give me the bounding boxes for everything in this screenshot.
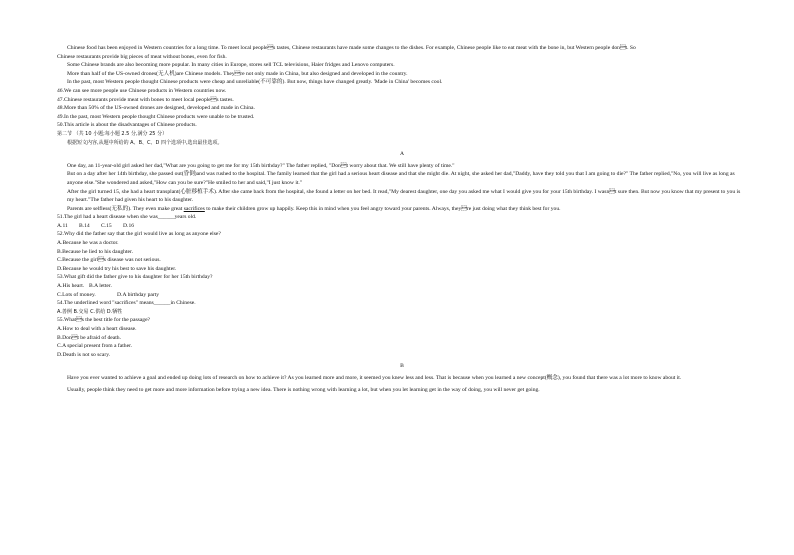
question-53-option-c[interactable]: C.Lots of money. [57, 291, 96, 298]
passage-a-paragraph-3: After the girl turned 15, she had a heart transplant(心脏移植手术). After she came back from the hospital, she found a letter on her bed. It read,"My dearest daughter, one day you asked me what I would give you for your 15th birthday. I wasnt sure then. But now you know that my present to you is my heart."The father had given his heart to his daughter. [67, 188, 741, 204]
statement-48: 48.More than 50% of the US-owned drones are designed, developed and made in China. [57, 105, 255, 112]
statement-46: 46.We can see more people use Chinese products in Western countries now. [57, 87, 227, 94]
question-52-option-b[interactable]: B.Because he lied to his daughter. [57, 248, 133, 255]
question-53-option-d[interactable]: D.A birthday party [117, 291, 160, 298]
passage-a-label: A [399, 151, 405, 158]
section-instruction: 根据短文内容,从题中所给的 A、B、C、D 四个选项中,选出最佳选项。 [67, 139, 223, 146]
passage1-paragraph-1-line-2: Chinese restaurants provide big pieces of meat without bones, even for fish. [57, 53, 227, 60]
question-51-stem: 51.The girl had a heart disease when she was______years old. [57, 214, 197, 221]
question-53-options-row-2 [57, 291, 747, 300]
question-52-option-a[interactable]: A.Because he was a doctor. [57, 240, 119, 247]
question-55-option-d[interactable]: D.Death is not so scary. [57, 351, 111, 358]
question-52-option-c[interactable]: C.Because the girls disease was not serious. [57, 257, 161, 264]
question-53-option-a[interactable]: A.His heart. [57, 283, 85, 290]
statement-49: 49.In the past, most Western people thought Chinese products were unable to be trusted. [57, 113, 255, 120]
question-51-option-b[interactable]: B.14 [79, 222, 90, 229]
section-header: 第二节 （共 10 小题;每小题 2.5 分,满分 25 分） [57, 130, 168, 137]
question-51-option-a[interactable]: A.11 [57, 222, 68, 229]
question-55-stem: 55.Whats the best title for the passage? [57, 317, 151, 324]
passage1-paragraph-2: Some Chinese brands are also becoming more popular. In many cities in Europe, stores sell TCL televisions, Haier fridges and Lenovo computers. [67, 62, 395, 69]
passage-b-paragraph-2: Usually, people think they need to get more and more information before trying a new idea. There is nothing wrong with learning a lot, but when you let learning get in the way of doing, you will never get going. [67, 386, 540, 393]
question-54-options[interactable]: A.善例 B.交易 C.供给 D.牺牲 [57, 308, 123, 315]
question-51-option-c[interactable]: C.15 [101, 222, 112, 229]
question-52-option-d[interactable]: D.Because he would try his best to save his daughter. [57, 265, 177, 272]
passage1-paragraph-4: In the past, most Western people thought Chinese products were cheap and unreliable(不可靠的). But now, things have changed greatly. 'Made in China' becomes cool. [67, 79, 443, 86]
question-55-option-b[interactable]: B.Dont be afraid of death. [57, 334, 121, 341]
question-54-stem: 54.The underlined word "sacrifices" means______in Chinese. [57, 300, 196, 307]
passage1-paragraph-1-line-1: Chinese food has been enjoyed in Western countries for a long time. To meet local peoples tastes, Chinese restaurants have made some changes to the dishes. For example, Chinese people like to eat meat with the bone in, but Western people dont. So [67, 45, 636, 51]
document-content [57, 44, 747, 394]
passage-b-paragraph-1: Have you ever wanted to achieve a goal and ended up doing lots of research on how to achieve it? As you learned more and more, it seemed you knew less and less. That is because when you learned a new concept(概念), you found that there was a lot more to know about it. [67, 374, 682, 381]
question-51-option-d[interactable]: D.16 [123, 222, 135, 229]
passage-a-paragraph-2: But on a day after her 14th birthday, she passed out(昏倒)and was rushed to the hospital. The family learned that the girl had a serious heart disease and that she might die. At night, she asked her dad,"Daddy, have they told you that I am going to die?" The father replied,"No, you will live as long as anyone else."She wondered and asked,"How can you be sure?"He smiled to her and said,"I just know it." [67, 171, 735, 186]
paragraph-4-text-before: Parents are selfless(无私的). They even make great [67, 205, 184, 212]
question-53-stem: 53.What gift did the father give to his daughter for her 15th birthday? [57, 274, 213, 281]
question-55-option-c[interactable]: C.A special present from a father. [57, 343, 133, 350]
passage-b-label: B [400, 363, 404, 370]
question-53-options-row-1 [57, 282, 747, 291]
paragraph-4-text-after: to make their children grow up happily. Keep this in mind when you feel angry toward your parents. Always, theyre just doing what they think best for you. [204, 205, 561, 212]
underlined-word-sacrifices: sacrifices [183, 205, 205, 212]
passage1-paragraph-3: More than half of the US-owned drones(无人机)are Chinese models. Theyre not only made in China, but also designed and developed in the country. [67, 70, 408, 77]
passage-a-paragraph-1: One day, an 11-year-old girl asked her dad,"What are you going to get me for my 15th birthday?" The father replied, "Dont worry about that. We still have plenty of time." [67, 162, 455, 169]
question-55-option-a[interactable]: A.How to deal with a heart disease. [57, 326, 137, 332]
statement-50: 50.This article is about the disadvantages of Chinese products. [57, 122, 197, 129]
question-51-options [57, 222, 747, 231]
question-53-option-b[interactable]: B.A letter. [89, 283, 112, 290]
passage-a-paragraph-4 [57, 205, 747, 214]
statement-47: 47.Chinese restaurants provide meat with bones to meet local peoples tastes. [57, 96, 234, 103]
question-52-stem: 52.Why did the father say that the girl would live as long as anyone else? [57, 231, 221, 238]
